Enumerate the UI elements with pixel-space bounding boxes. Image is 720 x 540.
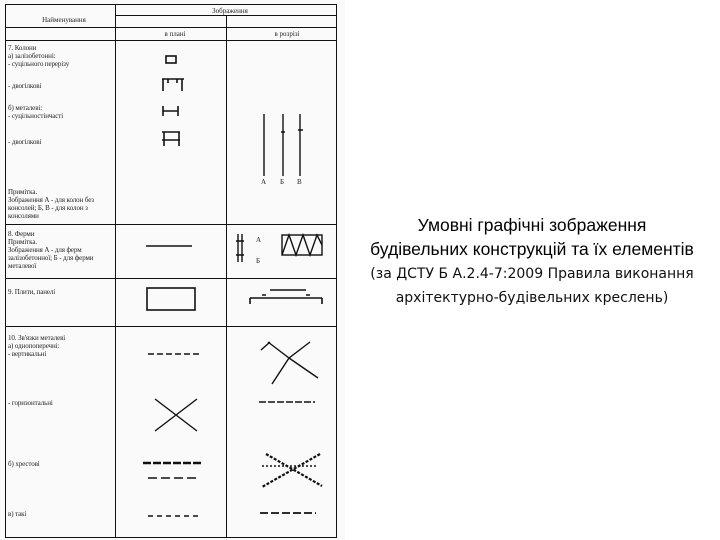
row-slabs-label: 9. Плити, панелі [8,288,56,296]
column-letter-v: В [297,178,302,186]
row-trusses-label: 8. Ферми Примітка. Зображення А - для ферм залізобетонної; Б - для ферми металевої [8,230,94,270]
column-letter-a: А [261,178,266,186]
row-bracing-b-label: - горизонтальні [8,399,53,407]
column-plan-symbols [162,56,184,146]
row-columns-note: Примітка. Зображення А - для колон без консолей; Б, В - для колон з консолями [8,188,94,220]
header-name: Найменування [42,16,86,24]
row-columns-d-label: - двогілкові [8,138,42,146]
row-bracing-label: 10. Зв'язки металеві а) однопоперечні: - вертикальні [8,334,66,358]
header-plan: в плані [164,30,186,38]
row-bracing-c-label: б) хрестові [8,460,40,468]
header-section: в розрізі [274,30,300,38]
slab-symbols [147,288,322,310]
row-bracing-d-label: в) такі [8,510,27,518]
caption-subtitle-line1: (за ДСТУ Б А.2.4-7:2009 Правила виконання [370,266,694,282]
header-images: Зображення [212,7,248,15]
truss-letter-b: Б [256,257,260,265]
column-letter-b: Б [280,178,284,186]
column-section-symbols [264,114,303,176]
row-columns-label: 7. Колони а) залізобетонні: - суцільного перерізу [8,44,70,68]
scanned-standards-table [0,0,345,540]
slide-caption [350,213,714,309]
caption-subtitle-line2: архітектурно-будівельних креслень) [395,290,669,306]
truss-letter-a: А [256,236,261,244]
truss-symbols [146,234,322,262]
caption-title-line2: будівельних конструкцій та їх елементів [370,239,694,259]
row-columns-b-label: - двогілкові [8,82,42,90]
table-grid [0,0,345,540]
bracing-symbols [143,342,322,516]
caption-title-line1: Умовні графічні зображення [417,215,647,235]
row-columns-c-label: б) металеві: - суцільностінчасті [8,104,64,120]
